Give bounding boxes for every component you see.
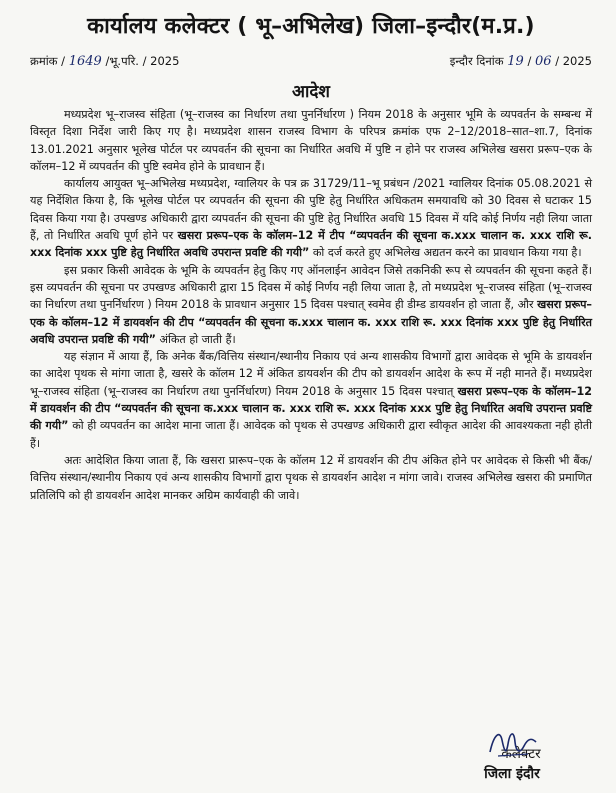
paragraph-4-end: को ही व्यपवर्तन का आदेश माना जाता हैं। आवेदक को पृथक से उपखण्ड अधिकारी द्वारा स्वीकृत आदेश की आवश्यकता नही होती हैं। [30, 419, 592, 450]
kramank-label: क्रमांक / [30, 54, 66, 68]
paragraph-4-bold: खसरा प्ररूप–एक के कॉलम–12 में डायवर्शन की टीप “व्यपवर्तन की सूचना क.xxx चालान क. xxx राशि रू. xxx दिनांक xxx पुष्टि हेतु निर्धारित अवधि उपरान्त प्रवष्टि की गयी” [30, 384, 592, 433]
date-year: / 2025 [555, 54, 592, 68]
date-day: 19 [507, 54, 524, 69]
kramank [30, 54, 179, 69]
signature-district: जिला इंदौर [484, 766, 540, 782]
order-date: इन्दौर दिनांक 19 / 06 / 2025 [449, 54, 592, 69]
signature-designation: कलेक्टर [501, 746, 541, 762]
paragraph-4 [30, 348, 592, 452]
kramank-number: 1649 [68, 54, 102, 69]
signature-block [452, 730, 572, 783]
kramank-suffix: /भू.परि. / 2025 [105, 54, 180, 68]
paragraph-3-bold: खसरा प्ररूप–एक के कॉलम–12 में डायवर्शन की टीप “व्यपवर्तन की सूचना क.xxx चालान क. xxx राशि रू. xxx दिनांक xxx पुष्टि हेतु निर्धारित अवधि उपरान्त प्रवष्टि की गयी” [30, 298, 592, 346]
paragraph-1: मध्यप्रदेश भू–राजस्व संहिता (भू–राजस्व का निर्धारण तथा पुनर्निर्धारण ) नियम 2018 के अनुसार भूमि के व्यपवर्तन के सम्बन्ध में विस्तृत दिशा निर्देश जारी किए गए है। मध्यप्रदेश शासन राजस्व विभाग के परिपत्र क्रमांक एफ 2–12/2018–सात–शा.7, दिनांक 13.01.2021 अनुसार भूलेख पोर्टल पर व्यपवर्तन की सूचना का निर्धारित अवधि में पुष्टि न होने पर राजस्व अभिलेख खसरा प्ररूप–एक के कॉलम–12 में व्यपवर्तन की पुष्टि स्वमेव होने के प्रावधान हैं। [30, 108, 592, 173]
paragraph-3-text: इस प्रकार किसी आवेदक के भूमि के व्यपवर्तन हेतु किए गए ऑनलाईन आवेदन जिसे तकनिकी रूप से व्यपवर्तन की सूचना कहते हैं। इस व्यपवर्तन की सूचना पर उपखण्ड अधिकारी द्वारा 15 दिवस में कोई निर्णय नही लिया जाता है, तो मध्यप्रदेश भू–राजस्व संहिता (भू–राजस्व का निर्धारण तथा पुनर्निर्धारण ) नियम 2018 के प्रावधान अनुसार 15 दिवस पश्चात् स्वमेव ही डीम्ड डायवर्शन हो जाता हैं, और [30, 263, 592, 312]
paragraph-4-text: यह संज्ञान में आया हैं, कि अनेक बैंक/वित्तिय संस्थान/स्थानीय निकाय एवं अन्य शासकीय विभागों द्वारा आवेदक से भूमि के डायवर्शन का आदेश पृथक से मांगा जाता है, खसरे के कॉलम 12 में अंकित डायवर्शन की टीप को डायवर्शन आदेश के रूप में नही मानते हैं। मध्यप्रदेश भू–राजस्व संहिता (भू–राजस्व का निर्धारण तथा पुनर्निर्धारण) नियम 2018 के अनुसार 15 दिवस पश्चात् [30, 350, 592, 398]
paragraph-2-bold: खसरा प्ररूप–एक के कॉलम–12 में टीप “व्यपवर्तन की सूचना क.xxx चालान क. xxx राशि रू. xxx दिनांक xxx पुष्टि हेतु निर्धारित अवधि उपरान्त प्रवष्टि की गयी” [30, 229, 592, 260]
date-prefix: इन्दौर दिनांक [449, 54, 504, 68]
paragraph-3 [30, 262, 592, 348]
reference-line [30, 54, 592, 69]
paragraph-5: अतः आदेशित किया जाता हैं, कि खसरा प्रारूप–एक के कॉलम 12 में डायवर्शन की टीप अंकित होने पर आवेदक से किसी भी बैंक/वित्तिय संस्थान/स्थानीय निकाय एवं अन्य शासकीय विभागों द्वारा पृथक से डायवर्शन आदेश न मांगा जावे। राजस्व अभिलेख खसरा की प्रमाणित प्रतिलिपि को ही डायवर्शन आदेश मानकर अग्रिम कार्यवाही की जावे। [30, 453, 592, 502]
office-title: कार्यालय कलेक्टर ( भू–अभिलेख) जिला–इन्दौर(म.प्र.) [87, 14, 535, 39]
paragraph-2-text: कार्यालय आयुक्त भू–अभिलेख मध्यप्रदेश, ग्वालियर के पत्र क्र 31729/11–भू प्रबंधन /2021 ग्वालियर दिनांक 05.08.2021 से यह निर्देशित किया है, कि भूलेख पोर्टल पर व्यपवर्तन की सूचना की पुष्टि हेतु निर्धारित अधिकतम समयावधि को 30 दिवस से घटाकर 15 दिवस किया गया है। उपखण्ड अधिकारी द्वारा व्यपवर्तन की सूचना की पुष्टि हेतु निर्धारित अवधि 15 दिवस में यदि कोई निर्णय नही लिया जाता हैं, तो निर्धारित अवधि पूर्ण होने पर [30, 177, 592, 243]
date-month: 06 [535, 54, 552, 69]
paragraph-2 [30, 175, 592, 261]
paragraph-3-end: अंकित हो जाती हैं। [159, 332, 236, 346]
signature-scribble-icon [484, 726, 540, 760]
order-title: आदेश [292, 82, 330, 102]
paragraph-2-end: को दर्ज करते हुए अभिलेख अद्यतन करने का प्रावधान किया गया है। [312, 246, 582, 260]
